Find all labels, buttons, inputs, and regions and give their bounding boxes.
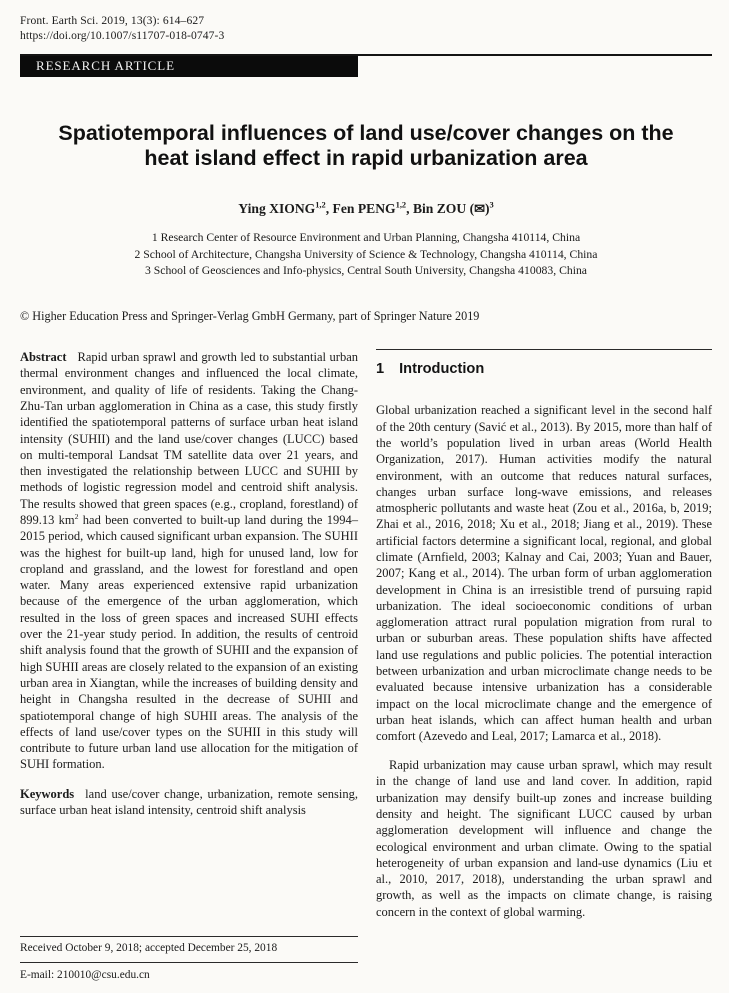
affiliation-line-3: 3 School of Geosciences and Info-physics, Central South University, Changsha 410083, China [145, 264, 587, 278]
article-type-label: RESEARCH ARTICLE [36, 58, 175, 74]
authors-line: Ying XIONG$^{1,2}$, Fen PENG$^{1,2}$, Bin ZOU (✉)$^3$ [238, 199, 494, 217]
section-rule [376, 349, 712, 350]
section-number: 1 [376, 361, 385, 378]
corresponding-email[interactable]: E-mail: 210010@csu.edu.cn [20, 969, 150, 982]
footnote-block [20, 936, 358, 983]
intro-paragraph-2: Rapid urbanization may cause urban sprawl, which may result in the change of land use and land cover. In addition, rapid urbanization may densify built-up zones and increase building density and height. The significant LUCC caused by urban agglomeration development will influence and change the ecological environment and urban climate. Owing to the spatial heterogeneity of urban expansion and land-use dynamics (Liu et al., 2010, 2017, 2018), understanding the urban sprawl and growth, as well as the impacts on climate change, is raising concern in the context of global warming. [376, 758, 712, 919]
header-rule [20, 54, 712, 77]
two-column-body [20, 349, 712, 983]
abstract-paragraph: Abstract Rapid urban sprawl and growth led to substantial urban thermal environment changes and influenced the local climate, environment, and quality of life of residents. Taking the Chang-Zhu-Tan urban agglomeration in China as a case, this study firstly identified the spatiotemporal patterns of surface urban heat island intensity (SUHII) and the land use/cover changes (LUCC) based on multi-temporal Landsat TM satellite data over 21 years, and then investigated the relationship between LUCC and SUHII by methods of logistic regression model and centroid shift analysis. The results showed that green spaces (e.g., cropland, forestland) of 899.13 $km^2$ had been converted to built-up land during the 1994–2015 period, which caused significant urban expansion. The SUHII was the highest for built-up land, high for unused land, low for cropland and grassland, and the lowest for forestland and open water. Many areas experienced extensive rapid urbanization because of the emergence of the urban agglomeration, which resulted in the loss of green spaces and increased SUHI effects over the 21-year study period. In addition, the results of centroid shift analysis found that the growth of SUHII and the expansion of high SUHII areas are closely related to the expansion of an existing urban area in Xiangtan, while the increases of building density and height in Changsha resulted in the decrease of SUHII and spatiotemporal change of high SUHII areas. The analysis of the effects of land use/cover types on the SUHII in this study will contribute to future urban land use allocation for the mitigation of SUHI formation. [20, 350, 358, 772]
keywords-paragraph: Keywords land use/cover change, urbanization, remote sensing, surface urban heat island intensity, centroid shift analysis [20, 786, 358, 818]
column-right [376, 349, 712, 983]
received-accepted-note: Received October 9, 2018; accepted December 25, 2018 [20, 942, 278, 955]
copyright-line: © Higher Education Press and Springer-Verlag GmbH Germany, part of Springer Nature 2019 [20, 309, 480, 324]
paper-title: Spatiotemporal influences of land use/cover changes on the heat island effect in rapid urbanization area [58, 120, 674, 171]
affiliation-line-1: 1 Research Center of Resource Environment and Urban Planning, Changsha 410114, China [151, 231, 581, 245]
journal-header [20, 13, 712, 44]
article-type-banner [20, 56, 358, 77]
section-title: Introduction [399, 361, 485, 378]
doi-link[interactable]: https://doi.org/10.1007/s11707-018-0747-3 [20, 29, 225, 43]
intro-paragraph-1: Global urbanization reached a significant level in the second half of the 20th century (Savić et al., 2013). By 2015, more than half of the world’s population lived in urban areas (World Health Organization, 2017). Human activities modify the natural environment, with an outcome that reduces natural surfaces, changes urban surface long-wave emissions, and releases atmospheric pollutants and waste heat (Zou et al., 2016a, b, 2019; Zhai et al., 2016, 2018; Xu et al., 2018; Jiang et al., 2019). These artificial factors determine a significant local, regional, and global climate (Arnfield, 2003; Kalnay and Cai, 2003; Yuan and Bauer, 2007; Kang et al., 2014). The urban form of urban agglomeration development in China is an irresistible trend of pursuing rapid urbanization. The ideal socioeconomic conditions of urban agglomeration attract rural population migration from rural to urban or suburban areas. These population shifts have affected land use regulations and public policies. The potential interaction between urbanization and urban microclimate change needs to be evaluated because intensive urbanization has a considerable impact on the local microclimate change and the emergence of urban heat islands, which can affect human health and urban comfort (Azevedo and Leal, 2017; Lamarca et al., 2018). [376, 403, 712, 744]
section-heading-introduction [376, 361, 712, 377]
affiliations-block [20, 230, 712, 280]
journal-citation: Front. Earth Sci. 2019, 13(3): 614–627 [20, 14, 205, 27]
affiliation-line-2: 2 School of Architecture, Changsha University of Science & Technology, Changsha 410114, China [134, 247, 598, 261]
column-left [20, 349, 358, 983]
